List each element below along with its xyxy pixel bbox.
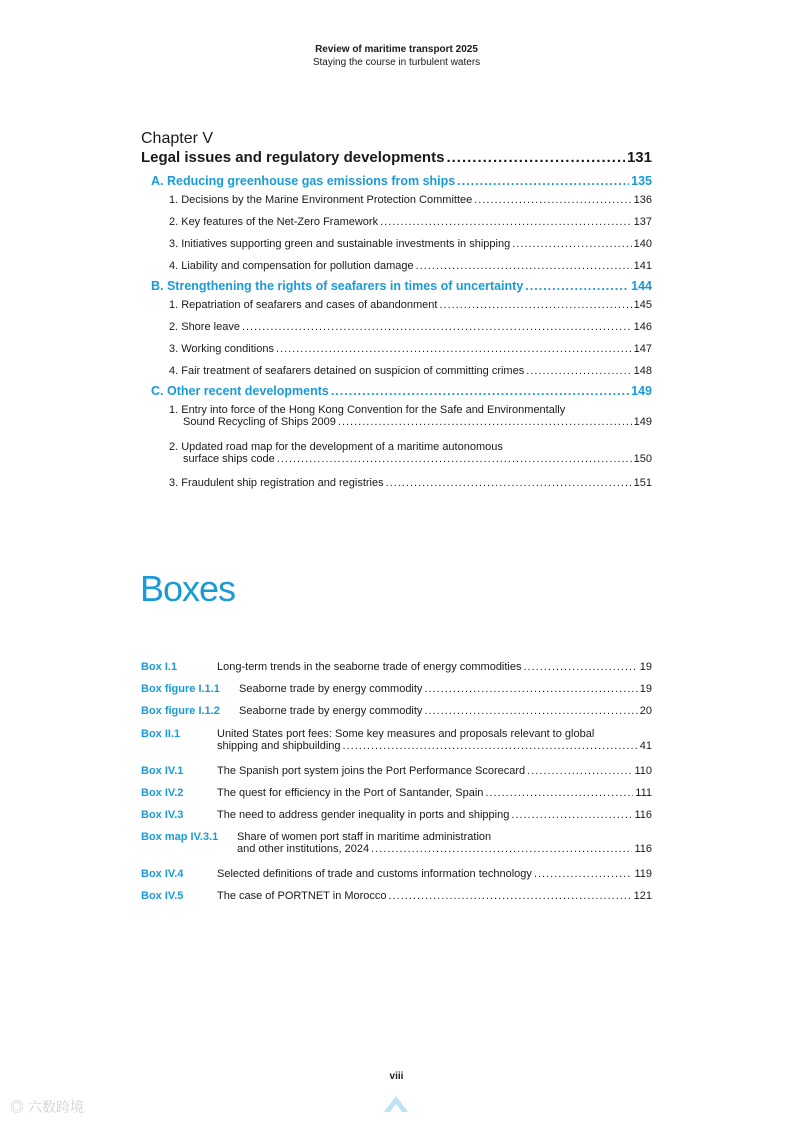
toc-item[interactable]: 2. Shore leave ..... 146: [169, 321, 652, 333]
box-entry[interactable]: Box IV.1 The Spanish port system joins the Port Performance Scorecard ..... 110: [141, 765, 652, 777]
toc-item[interactable]: 2. Key features of the Net-Zero Framework ..... 137: [169, 216, 652, 228]
watermark-text: 六数跨境: [27, 1099, 84, 1115]
toc-item[interactable]: 3. Fraudulent ship registration and registries ..... 151: [169, 477, 652, 489]
chapter-page: 131: [626, 149, 652, 166]
chapter-title: Legal issues and regulatory developments: [141, 149, 445, 166]
box-entry[interactable]: Box IV.2 The quest for efficiency in the Port of Santander, Spain ..... 111: [141, 787, 652, 799]
box-entry[interactable]: Box map IV.3.1 Share of women port staff in maritime administration and other institutions, 2024 ..... 116: [141, 831, 652, 855]
chapter-label: Chapter V: [141, 130, 214, 147]
box-entry[interactable]: Box IV.4 Selected definitions of trade and customs information technology ..... 119: [141, 868, 652, 880]
toc-item[interactable]: 1. Repatriation of seafarers and cases of abandonment ..... 145: [169, 299, 652, 311]
box-entry[interactable]: Box IV.3 The need to address gender inequality in ports and shipping ..... 116: [141, 809, 652, 821]
watermark-icon: ◎: [10, 1099, 24, 1115]
toc-item[interactable]: 4. Liability and compensation for pollution damage ..... 141: [169, 260, 652, 272]
boxes-heading: Boxes: [140, 568, 236, 609]
toc-item[interactable]: 3. Working conditions ..... 147: [169, 343, 652, 355]
box-entry[interactable]: Box II.1 United States port fees: Some key measures and proposals relevant to global shipping and shipbuilding ..... 41: [141, 728, 652, 752]
toc-section-c[interactable]: C. Other recent developments ..... 149: [151, 384, 652, 398]
toc-item[interactable]: 3. Initiatives supporting green and sustainable investments in shipping ..... 140: [169, 238, 652, 250]
scroll-up-arrow-icon[interactable]: [383, 1090, 409, 1114]
toc-section-b[interactable]: B. Strengthening the rights of seafarers in times of uncertainty ..... 144: [151, 279, 652, 293]
box-entry[interactable]: Box figure I.1.1 Seaborne trade by energy commodity ..... 19: [141, 683, 652, 695]
box-entry[interactable]: Box IV.5 The case of PORTNET in Morocco ..... 121: [141, 890, 652, 902]
toc-item[interactable]: 1. Entry into force of the Hong Kong Convention for the Safe and Environmentally Sound Recycling of Ships 2009 ..... 149: [169, 404, 652, 428]
toc-item[interactable]: 1. Decisions by the Marine Environment Protection Committee ..... 136: [169, 194, 652, 206]
toc-section-a[interactable]: A. Reducing greenhouse gas emissions from ships ..... 135: [151, 174, 652, 188]
page-number: viii: [389, 1071, 404, 1082]
header-title: Review of maritime transport 2025: [315, 44, 478, 55]
toc-item[interactable]: 4. Fair treatment of seafarers detained on suspicion of committing crimes ..... 148: [169, 365, 652, 377]
running-header: [0, 43, 793, 69]
box-entry[interactable]: Box I.1 Long-term trends in the seaborne trade of energy commodities ..... 19: [141, 661, 652, 673]
watermark-logo: [10, 1097, 84, 1117]
header-subtitle: Staying the course in turbulent waters: [312, 57, 481, 68]
toc-item[interactable]: 2. Updated road map for the development of a maritime autonomous surface ships code ..... 150: [169, 441, 652, 465]
box-entry[interactable]: Box figure I.1.2 Seaborne trade by energy commodity ..... 20: [141, 705, 652, 717]
chapter-title-entry[interactable]: [141, 149, 652, 166]
